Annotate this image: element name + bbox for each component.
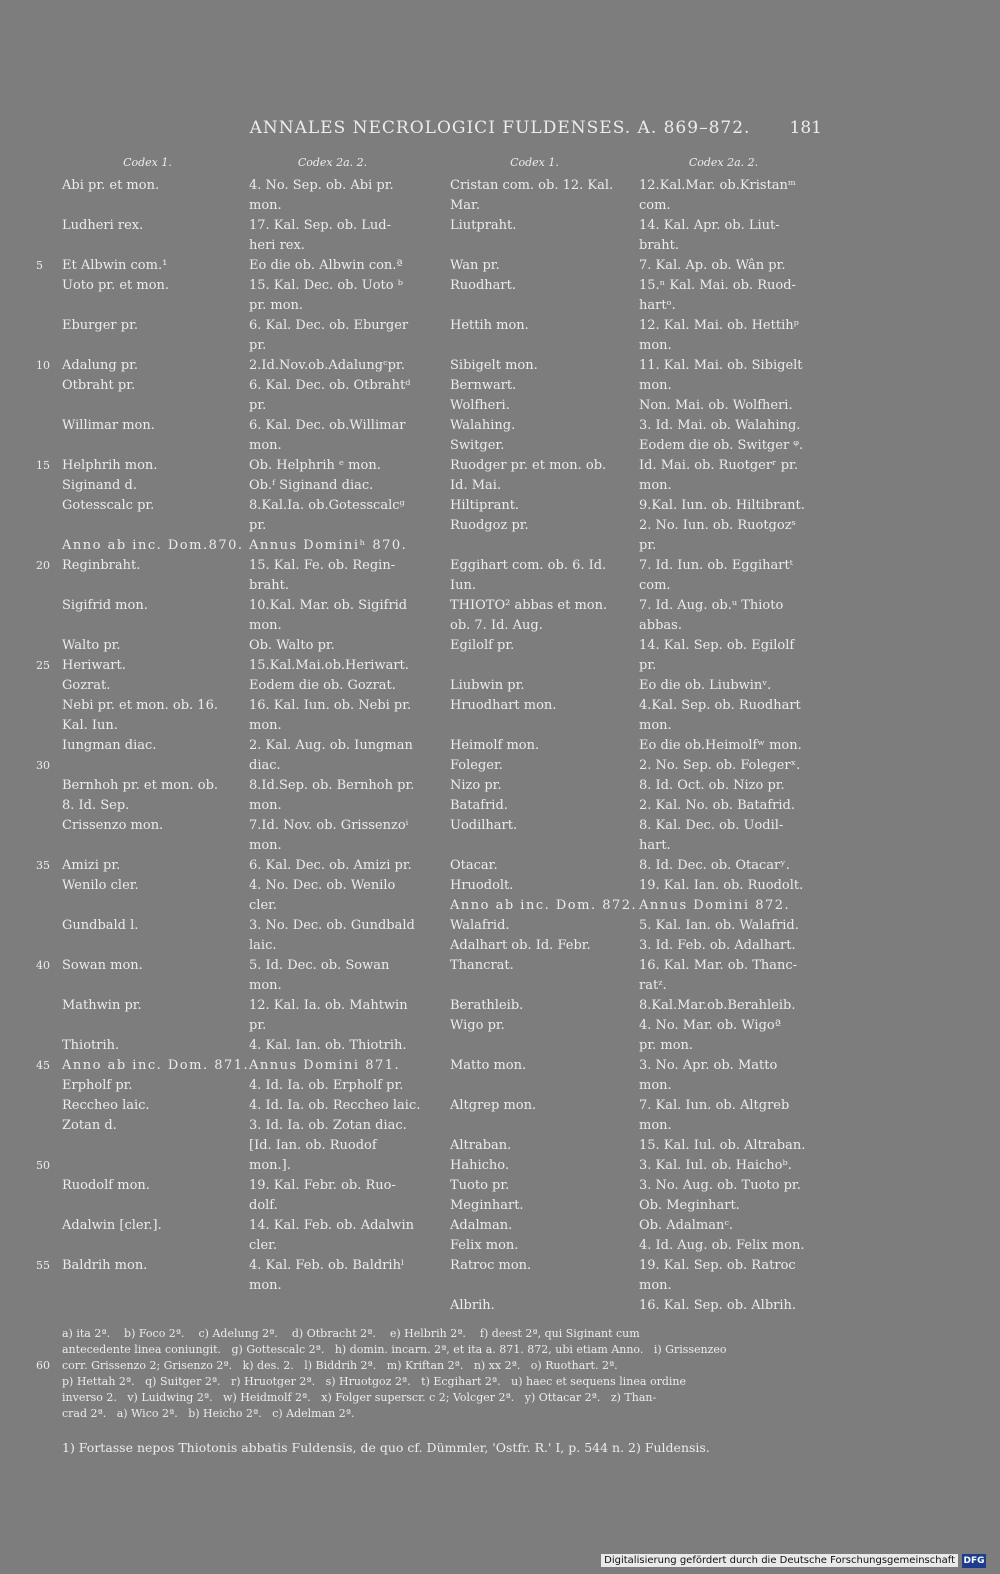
codex2-entry-right: com. xyxy=(639,198,671,213)
codex2-entry-right: 16. Kal. Mar. ob. Thanc- xyxy=(639,958,798,973)
codex1-entry-right: Ruodhart. xyxy=(450,278,517,293)
codex2-entry: pr. xyxy=(249,1018,267,1033)
codex2-entry-right: 7. Kal. Iun. ob. Altgreb xyxy=(639,1098,790,1113)
codex2-entry-right: Id. Mai. ob. Ruotgerʳ pr. xyxy=(639,458,798,473)
codex2-entry: 15. Kal. Dec. ob. Uoto ᵇ xyxy=(249,278,403,293)
codex2-entry: mon. xyxy=(249,1278,282,1293)
codex1-entry: 8. Id. Sep. xyxy=(62,798,130,813)
apparatus-line: corr. Grissenzo 2; Grisenzo 2ª. k) des. 2. l) Biddrih 2ª. m) Kriftan 2ª. n) xx 2ª. o) Ruothart. 2ª. xyxy=(62,1359,618,1372)
codex2-entry-right: mon. xyxy=(639,1278,672,1293)
codex1-entry-right: Ruodgoz pr. xyxy=(450,518,529,533)
codex1-entry-right: Wigo pr. xyxy=(450,1018,505,1033)
codex2-entry: 19. Kal. Febr. ob. Ruo- xyxy=(249,1178,396,1193)
codex2-entry: braht. xyxy=(249,578,290,593)
codex1-entry xyxy=(62,1016,242,1036)
codex2-entry: pr. mon. xyxy=(249,298,304,313)
codex2-entry-right: 5. Kal. Ian. ob. Walafrid. xyxy=(639,918,799,933)
codex2-entry: mon. xyxy=(249,438,282,453)
column-header-2: Codex 2a. 2. xyxy=(297,156,368,169)
codex2-entry-right: pr. xyxy=(639,658,657,673)
codex1-entry: Adalwin [cler.]. xyxy=(62,1218,162,1233)
codex2-entry: pr. xyxy=(249,338,267,353)
codex2-entry: 2. Kal. Aug. ob. Iungman xyxy=(249,738,413,753)
codex2-entry-right: Annus Domini 872. xyxy=(639,898,791,913)
codex1-entry-right xyxy=(450,296,632,316)
codex1-entry: Walto pr. xyxy=(62,638,121,653)
codex1-entry: Et Albwin com.¹ xyxy=(62,258,168,273)
codex2-entry: 6. Kal. Dec. ob. Eburger xyxy=(249,318,409,333)
codex1-entry xyxy=(62,196,242,216)
codex1-entry-right: Heimolf mon. xyxy=(450,738,540,753)
codex2-entry-right: 14. Kal. Sep. ob. Egilolf xyxy=(639,638,795,653)
codex1-entry-right: Switger. xyxy=(450,438,505,453)
codex2-entry-right: mon. xyxy=(639,478,672,493)
codex1-entry: Otbraht pr. xyxy=(62,378,136,393)
codex2-entry: 4. Kal. Feb. ob. Baldrihˡ xyxy=(249,1258,405,1273)
line-number: 20 xyxy=(36,559,50,572)
codex1-entry xyxy=(62,516,242,536)
codex1-entry-right: Mar. xyxy=(450,198,480,213)
codex1-entry-right: Wolfheri. xyxy=(450,398,510,413)
codex1-entry: Eburger pr. xyxy=(62,318,139,333)
codex2-entry: Eo die ob. Albwin con.ª xyxy=(249,258,403,273)
line-number: 25 xyxy=(36,659,50,672)
codex2-entry: mon. xyxy=(249,198,282,213)
codex1-entry: Anno ab inc. Dom.870. xyxy=(62,538,244,553)
codex1-entry-right: Meginhart. xyxy=(450,1198,524,1213)
codex1-entry-right: Anno ab inc. Dom. 872. xyxy=(450,898,638,913)
apparatus-line-number: 60 xyxy=(36,1359,50,1372)
codex2-entry: Ob.ᶠ Siginand diac. xyxy=(249,478,374,493)
codex1-entry-right: Altgrep mon. xyxy=(450,1098,537,1113)
codex1-entry: Erpholf pr. xyxy=(62,1078,133,1093)
codex1-entry: Abi pr. et mon. xyxy=(62,178,160,193)
codex1-entry xyxy=(62,1136,242,1156)
codex2-entry: mon. xyxy=(249,718,282,733)
codex2-entry: mon. xyxy=(249,618,282,633)
codex1-entry xyxy=(62,756,242,776)
codex1-entry-right: Walafrid. xyxy=(450,918,510,933)
line-number: 50 xyxy=(36,1159,50,1172)
codex2-entry-right: 16. Kal. Sep. ob. Albrih. xyxy=(639,1298,797,1313)
codex2-entry-right: braht. xyxy=(639,238,680,253)
codex1-entry: Sowan mon. xyxy=(62,958,143,973)
codex1-entry-right: Ruodger pr. et mon. ob. xyxy=(450,458,607,473)
codex2-entry: 15.Kal.Mai.ob.Heriwart. xyxy=(249,658,409,673)
codex2-entry-right: 2. No. Iun. ob. Ruotgozˢ xyxy=(639,518,796,533)
apparatus-line: antecedente linea coniungit. g) Gottescalc 2ª. h) domin. incarn. 2ª, et ita a. 871. 872, ubi etiam Anno. i) Grissenzeo xyxy=(62,1343,727,1356)
codex2-entry: 6. Kal. Dec. ob. Amizi pr. xyxy=(249,858,412,873)
codex2-entry-right: 19. Kal. Ian. ob. Ruodolt. xyxy=(639,878,804,893)
codex1-entry: Bernhoh pr. et mon. ob. xyxy=(62,778,219,793)
codex2-entry-right: pr. mon. xyxy=(639,1038,694,1053)
codex1-entry-right xyxy=(450,716,632,736)
codex2-entry-right: Ob. Meginhart. xyxy=(639,1198,740,1213)
codex2-entry-right: mon. xyxy=(639,1078,672,1093)
codex1-entry: Crissenzo mon. xyxy=(62,818,164,833)
dfg-logo: DFG xyxy=(963,1556,985,1566)
codex1-entry xyxy=(62,836,242,856)
codex2-entry-right: 12. Kal. Mai. ob. Hettihᵖ xyxy=(639,318,799,333)
codex2-entry-right: 3. Kal. Iul. ob. Haichoᵇ. xyxy=(639,1158,792,1173)
codex2-entry-right: mon. xyxy=(639,338,672,353)
codex2-entry: diac. xyxy=(249,758,281,773)
codex1-entry-right: Uodilhart. xyxy=(450,818,518,833)
codex1-entry-right: Tuoto pr. xyxy=(450,1178,510,1193)
codex2-entry-right: 3. Id. Feb. ob. Adalhart. xyxy=(639,938,796,953)
codex2-entry-right: hartᵒ. xyxy=(639,298,676,313)
codex1-entry: Reginbraht. xyxy=(62,558,141,573)
codex2-entry-right: com. xyxy=(639,578,671,593)
codex1-entry-right: Eggihart com. ob. 6. Id. xyxy=(450,558,607,573)
codex2-entry: pr. xyxy=(249,518,267,533)
codex2-entry-right: 7. Id. Iun. ob. Eggihartᵗ xyxy=(639,558,793,573)
credit-strip xyxy=(0,1551,1000,1574)
line-number: 30 xyxy=(36,759,50,772)
codex2-entry-right: abbas. xyxy=(639,618,682,633)
codex1-entry-right: Liubwin pr. xyxy=(450,678,525,693)
codex1-entry: Ludheri rex. xyxy=(62,218,144,233)
column-header-1: Codex 1. xyxy=(123,156,172,169)
codex1-entry-right: Adalhart ob. Id. Febr. xyxy=(450,938,591,953)
codex1-entry xyxy=(62,236,242,256)
codex2-entry: Ob. Helphrih ᵉ mon. xyxy=(249,458,381,473)
line-number: 55 xyxy=(36,1259,50,1272)
codex2-entry: 16. Kal. Iun. ob. Nebi pr. xyxy=(249,698,412,713)
codex1-entry xyxy=(62,576,242,596)
codex2-entry-right: 3. Id. Mai. ob. Walahing. xyxy=(639,418,801,433)
apparatus-line: a) ita 2ª. b) Foco 2ª. c) Adelung 2ª. d) Otbracht 2ª. e) Helbrih 2ª. f) deest 2ª, qui Siginant cum xyxy=(62,1327,640,1340)
codex2-entry-right: 7. Id. Aug. ob.ᵘ Thioto xyxy=(639,598,784,613)
codex1-entry-right xyxy=(450,536,632,556)
codex1-entry xyxy=(62,976,242,996)
codex2-entry-right: 14. Kal. Apr. ob. Liut- xyxy=(639,218,780,233)
apparatus-line: crad 2ª. a) Wico 2ª. b) Heicho 2ª. c) Adelman 2ª. xyxy=(62,1407,355,1420)
codex1-entry-right: Adalman. xyxy=(450,1218,513,1233)
line-number: 10 xyxy=(36,359,50,372)
codex1-entry: Mathwin pr. xyxy=(62,998,142,1013)
codex2-entry-right: 3. No. Aug. ob. Tuoto pr. xyxy=(639,1178,801,1193)
codex1-entry-right xyxy=(450,976,632,996)
codex1-entry-right: Ratroc mon. xyxy=(450,1258,532,1273)
codex1-entry-right: Cristan com. ob. 12. Kal. xyxy=(450,178,614,193)
codex1-entry xyxy=(62,396,242,416)
codex1-entry-right: Hruodhart mon. xyxy=(450,698,557,713)
codex1-entry-right: Altraban. xyxy=(450,1138,512,1153)
footnote: 1) Fortasse nepos Thiotonis abbatis Fuldensis, de quo cf. Dümmler, 'Ostfr. R.' I, p. 544 n. 2) Fuldensis. xyxy=(62,1440,710,1455)
codex1-entry: Heriwart. xyxy=(62,658,126,673)
codex2-entry-right: 4.Kal. Sep. ob. Ruodhart xyxy=(639,698,801,713)
codex1-entry-right xyxy=(450,236,632,256)
codex1-entry-right: Walahing. xyxy=(450,418,516,433)
codex1-entry-right: Hruodolt. xyxy=(450,878,514,893)
codex1-entry-right: Iun. xyxy=(450,578,477,593)
codex1-entry: Nebi pr. et mon. ob. 16. xyxy=(62,698,218,713)
codex1-entry-right: Egilolf pr. xyxy=(450,638,515,653)
column-header-3: Codex 1. xyxy=(510,156,559,169)
codex2-entry: mon.]. xyxy=(249,1158,291,1173)
codex1-entry-right xyxy=(450,1076,632,1096)
codex2-entry-right: mon. xyxy=(639,1118,672,1133)
line-number: 15 xyxy=(36,459,50,472)
line-number: 5 xyxy=(36,259,43,272)
codex1-entry: Wenilo cler. xyxy=(62,878,139,893)
codex1-entry: Kal. Iun. xyxy=(62,718,118,733)
codex2-entry: 4. No. Dec. ob. Wenilo xyxy=(249,878,396,893)
codex2-entry-right: 8. Id. Oct. ob. Nizo pr. xyxy=(639,778,785,793)
codex1-entry xyxy=(62,1276,242,1296)
codex2-entry-right: 11. Kal. Mai. ob. Sibigelt xyxy=(639,358,803,373)
codex2-entry: 15. Kal. Fe. ob. Regin- xyxy=(249,558,396,573)
codex1-entry-right: Hiltiprant. xyxy=(450,498,520,513)
codex1-entry-right: Foleger. xyxy=(450,758,503,773)
codex1-entry xyxy=(62,436,242,456)
codex2-entry: 3. No. Dec. ob. Gundbald xyxy=(249,918,415,933)
codex1-entry xyxy=(62,336,242,356)
codex2-entry-right: pr. xyxy=(639,538,657,553)
codex1-entry xyxy=(62,616,242,636)
codex2-entry: 12. Kal. Ia. ob. Mahtwin xyxy=(249,998,408,1013)
codex1-entry-right: Albrih. xyxy=(450,1298,495,1313)
codex1-entry-right xyxy=(450,656,632,676)
codex2-entry-right: 9.Kal. Iun. ob. Hiltibrant. xyxy=(639,498,805,513)
codex2-entry-right: mon. xyxy=(639,718,672,733)
codex2-entry-right: Eo die ob. Liubwinᵛ. xyxy=(639,678,772,693)
codex1-entry-right: Sibigelt mon. xyxy=(450,358,538,373)
codex2-entry: cler. xyxy=(249,898,278,913)
codex1-entry-right: Liutpraht. xyxy=(450,218,517,233)
codex2-entry: mon. xyxy=(249,798,282,813)
codex1-entry xyxy=(62,1196,242,1216)
page-number: 181 xyxy=(789,118,822,138)
codex2-entry-right: 15. Kal. Iul. ob. Altraban. xyxy=(639,1138,806,1153)
codex1-entry-right: ob. 7. Id. Aug. xyxy=(450,618,543,633)
codex1-entry-right xyxy=(450,1036,632,1056)
codex2-entry-right: hart. xyxy=(639,838,671,853)
codex2-entry-right: Eodem die ob. Switger ᵠ. xyxy=(639,438,804,453)
codex2-entry: 6. Kal. Dec. ob. Otbrahtᵈ xyxy=(249,378,411,393)
codex2-entry-right: Ob. Adalmanᶜ. xyxy=(639,1218,733,1233)
codex1-entry xyxy=(62,896,242,916)
codex2-entry-right: 19. Kal. Sep. ob. Ratroc xyxy=(639,1258,796,1273)
codex1-entry: Ruodolf mon. xyxy=(62,1178,150,1193)
codex2-entry: 7.Id. Nov. ob. Grissenzoⁱ xyxy=(249,818,409,833)
line-number: 35 xyxy=(36,859,50,872)
codex1-entry: Gozrat. xyxy=(62,678,111,693)
codex1-entry-right xyxy=(450,836,632,856)
codex1-entry-right: Berathleib. xyxy=(450,998,524,1013)
codex2-entry: pr. xyxy=(249,398,267,413)
codex2-entry-right: 4. No. Mar. ob. Wigoª xyxy=(639,1018,781,1033)
codex2-entry: 6. Kal. Dec. ob.Willimar xyxy=(249,418,406,433)
codex2-entry: cler. xyxy=(249,1238,278,1253)
codex1-entry: Gotesscalc pr. xyxy=(62,498,155,513)
codex1-entry: Siginand d. xyxy=(62,478,137,493)
codex2-entry: 8.Id.Sep. ob. Bernhoh pr. xyxy=(249,778,415,793)
page-title: ANNALES NECROLOGICI FULDENSES. A. 869–872. xyxy=(249,118,751,138)
codex1-entry-right: Thancrat. xyxy=(450,958,514,973)
codex2-entry-right: mon. xyxy=(639,378,672,393)
codex1-entry-right xyxy=(450,1116,632,1136)
codex2-entry: heri rex. xyxy=(249,238,305,253)
codex1-entry-right: Hahicho. xyxy=(450,1158,510,1173)
codex1-entry xyxy=(62,1156,242,1176)
codex1-entry-right: Wan pr. xyxy=(450,258,500,273)
codex1-entry: Reccheo laic. xyxy=(62,1098,150,1113)
codex2-entry: Annus Domini 871. xyxy=(249,1058,401,1073)
codex2-entry-right: 8.Kal.Mar.ob.Berahleib. xyxy=(639,998,796,1013)
codex2-entry-right: 15.ⁿ Kal. Mai. ob. Ruod- xyxy=(639,278,796,293)
codex1-entry: Baldrih mon. xyxy=(62,1258,148,1273)
codex1-entry: Willimar mon. xyxy=(62,418,155,433)
codex2-entry: mon. xyxy=(249,838,282,853)
codex1-entry-right: Otacar. xyxy=(450,858,498,873)
column-header-4: Codex 2a. 2. xyxy=(688,156,759,169)
codex2-entry-right: Eo die ob.Heimolfʷ mon. xyxy=(639,738,802,753)
apparatus-line: p) Hettah 2ª. q) Suitger 2ª. r) Hruotger 2ª. s) Hruotgoz 2ª. t) Ecgihart 2ª. u) haec et sequens linea ordine xyxy=(62,1375,686,1388)
codex1-entry-right xyxy=(450,336,632,356)
codex1-entry-right: THIOTO² abbas et mon. xyxy=(450,598,608,613)
codex2-entry: 14. Kal. Feb. ob. Adalwin xyxy=(249,1218,414,1233)
codex2-entry: 8.Kal.Ia. ob.Gotesscalcᵍ xyxy=(249,498,405,513)
codex1-entry-right: Felix mon. xyxy=(450,1238,519,1253)
codex2-entry-right: 8. Kal. Dec. ob. Uodil- xyxy=(639,818,784,833)
codex1-entry xyxy=(62,296,242,316)
codex2-entry: 5. Id. Dec. ob. Sowan xyxy=(249,958,390,973)
codex2-entry: 17. Kal. Sep. ob. Lud- xyxy=(249,218,392,233)
codex2-entry-right: 12.Kal.Mar. ob.Kristanᵐ xyxy=(639,178,796,193)
running-header xyxy=(0,114,1000,144)
codex1-entry: Adalung pr. xyxy=(62,358,139,373)
codex2-entry: Ob. Walto pr. xyxy=(249,638,335,653)
codex2-entry-right: 2. Kal. No. ob. Batafrid. xyxy=(639,798,795,813)
codex2-entry: laic. xyxy=(249,938,277,953)
codex2-entry: Annus Dominiʰ 870. xyxy=(249,538,408,553)
codex2-entry-right: 8. Id. Dec. ob. Otacarʸ. xyxy=(639,858,790,873)
codex1-entry: Iungman diac. xyxy=(62,738,157,753)
codex2-entry-right: 2. No. Sep. ob. Folegerˣ. xyxy=(639,758,801,773)
codex1-entry: Gundbald l. xyxy=(62,918,139,933)
codex2-entry-right: 7. Kal. Ap. ob. Wân pr. xyxy=(639,258,786,273)
codex1-entry-right: Nizo pr. xyxy=(450,778,502,793)
codex1-entry: Anno ab inc. Dom. 871. xyxy=(62,1058,250,1073)
codex2-entry: 4. Id. Ia. ob. Reccheo laic. xyxy=(249,1098,421,1113)
codex2-entry: [Id. Ian. ob. Ruodof xyxy=(249,1138,377,1153)
codex2-entry-right: 4. Id. Aug. ob. Felix mon. xyxy=(639,1238,805,1253)
codex2-entry: Eodem die ob. Gozrat. xyxy=(249,678,396,693)
codex1-entry: Sigifrid mon. xyxy=(62,598,148,613)
codex1-entry-right: Bernwart. xyxy=(450,378,517,393)
line-number: 40 xyxy=(36,959,50,972)
codex1-entry: Amizi pr. xyxy=(62,858,121,873)
codex1-entry-right: Id. Mai. xyxy=(450,478,502,493)
codex1-entry: Uoto pr. et mon. xyxy=(62,278,170,293)
codex2-entry: 4. Id. Ia. ob. Erpholf pr. xyxy=(249,1078,404,1093)
codex2-entry: 2.Id.Nov.ob.Adalungᶜpr. xyxy=(249,358,405,373)
line-number: 45 xyxy=(36,1059,50,1072)
codex2-entry: 4. No. Sep. ob. Abi pr. xyxy=(249,178,394,193)
codex2-entry: 4. Kal. Ian. ob. Thiotrih. xyxy=(249,1038,407,1053)
codex1-entry xyxy=(62,1236,242,1256)
codex1-entry: Zotan d. xyxy=(62,1118,117,1133)
codex2-entry: mon. xyxy=(249,978,282,993)
codex2-entry-right: Non. Mai. ob. Wolfheri. xyxy=(639,398,793,413)
codex2-entry-right: ratᶻ. xyxy=(639,978,667,993)
codex1-entry xyxy=(62,936,242,956)
codex2-entry: dolf. xyxy=(249,1198,278,1213)
codex1-entry-right: Hettih mon. xyxy=(450,318,529,333)
codex2-entry: 3. Id. Ia. ob. Zotan diac. xyxy=(249,1118,407,1133)
codex1-entry-right: Batafrid. xyxy=(450,798,508,813)
codex1-entry-right xyxy=(450,1276,632,1296)
codex2-entry-right: 3. No. Apr. ob. Matto xyxy=(639,1058,778,1073)
codex2-entry: 10.Kal. Mar. ob. Sigifrid xyxy=(249,598,408,613)
codex1-entry: Helphrih mon. xyxy=(62,458,158,473)
credit-text: Digitalisierung gefördert durch die Deutsche Forschungsgemeinschaft xyxy=(601,1554,958,1567)
apparatus-line: inverso 2. v) Luidwing 2ª. w) Heidmolf 2ª. x) Folger superscr. c 2; Volcger 2ª. y) Ottacar 2ª. z) Than- xyxy=(62,1391,657,1404)
codex1-entry-right: Matto mon. xyxy=(450,1058,527,1073)
codex1-entry: Thiotrih. xyxy=(62,1038,120,1053)
